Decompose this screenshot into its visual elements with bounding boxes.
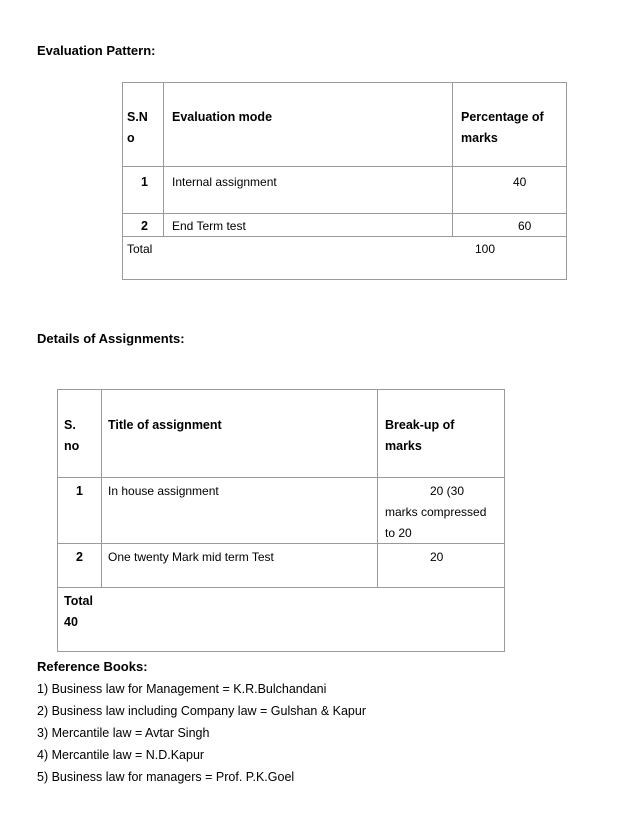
evaluation-heading: Evaluation Pattern:	[37, 43, 156, 58]
eval-total-value: 100	[475, 242, 496, 256]
reference-item: 2) Business law including Company law = Gulshan & Kapur	[37, 704, 366, 718]
assign-total: Total 40	[64, 594, 93, 629]
references-heading: Reference Books:	[37, 659, 148, 674]
eval-row-1-mode: Internal assignment	[172, 175, 277, 189]
reference-item: 4) Mercantile law = N.D.Kapur	[37, 748, 205, 762]
eval-total-label: Total	[127, 242, 153, 256]
assign-row-1-title: In house assignment	[108, 484, 219, 498]
assign-header-marks: Break-up of marks	[385, 418, 455, 453]
assign-row-2-sno: 2	[76, 550, 83, 564]
assign-row-2-title: One twenty Mark mid term Test	[108, 550, 274, 564]
reference-item: 3) Mercantile law = Avtar Singh	[37, 726, 210, 740]
eval-header-percentage: Percentage of marks	[461, 110, 544, 145]
eval-row-1-pct: 40	[513, 175, 527, 189]
assign-header-sno: S. no	[64, 418, 80, 453]
assign-row-1-sno: 1	[76, 484, 83, 498]
assign-header-title: Title of assignment	[108, 418, 222, 432]
reference-item: 5) Business law for managers = Prof. P.K.Goel	[37, 770, 295, 784]
assignments-heading: Details of Assignments:	[37, 331, 185, 346]
eval-row-2-sno: 2	[141, 219, 148, 233]
reference-item: 1) Business law for Management = K.R.Bulchandani	[37, 682, 327, 696]
eval-row-2-pct: 60	[518, 219, 532, 233]
assign-row-1-marks: 20 (30 marks compressed to 20	[385, 484, 487, 540]
eval-header-sno: S.N o	[127, 110, 148, 145]
eval-header-mode: Evaluation mode	[172, 110, 273, 124]
eval-row-2-mode: End Term test	[172, 219, 246, 233]
assign-row-2-marks: 20	[430, 550, 444, 564]
eval-row-1-sno: 1	[141, 175, 148, 189]
